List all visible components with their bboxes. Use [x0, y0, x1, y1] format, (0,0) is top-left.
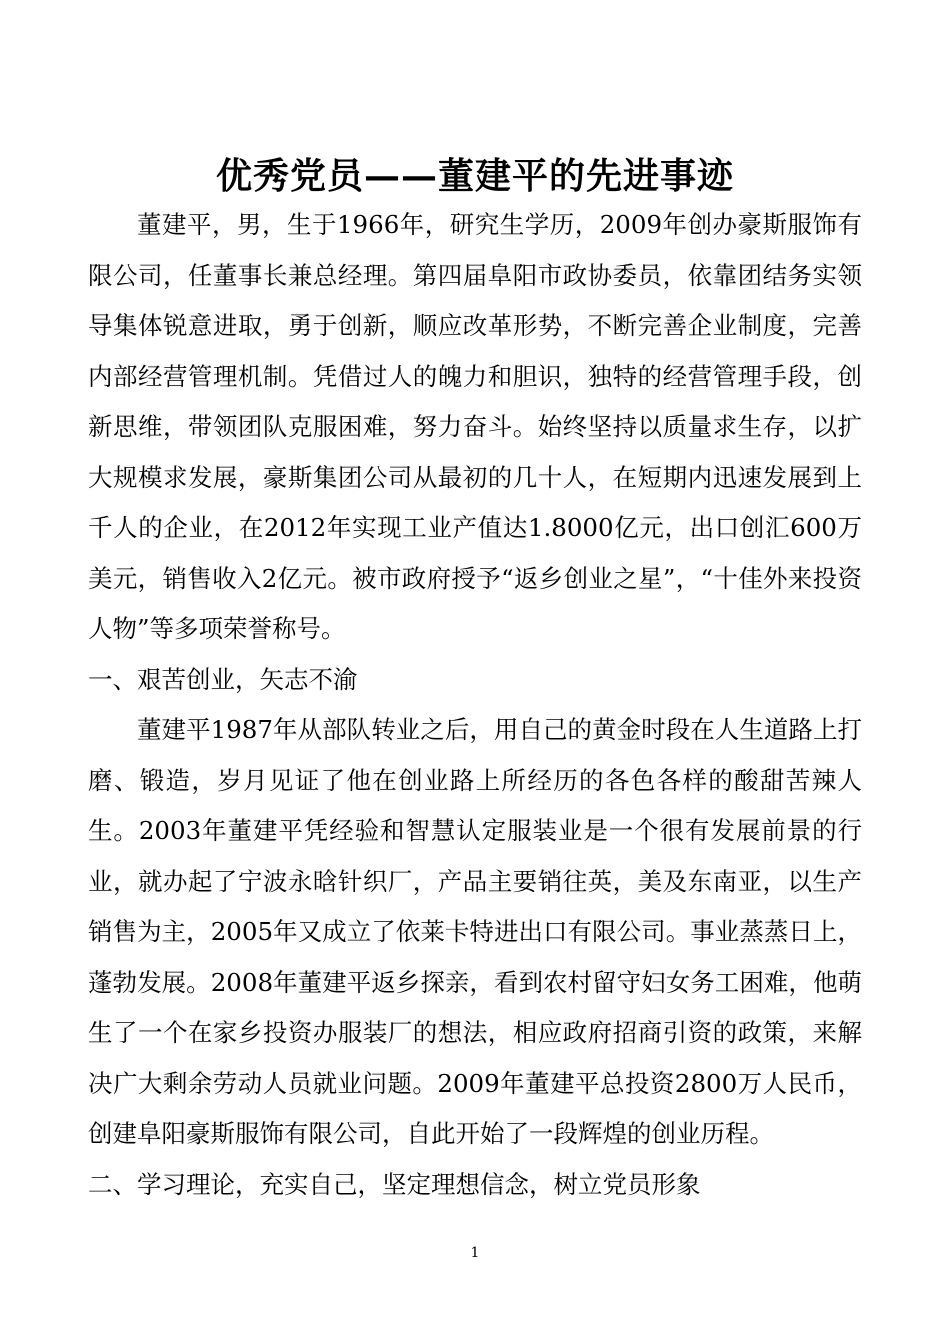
page-number: 1 [470, 1245, 480, 1261]
section-heading-2: 二、学习理论，充实自己，坚定理想信念，树立党员形象 [88, 1169, 701, 1199]
section-heading-1: 一、艰苦创业，矢志不渝 [88, 664, 358, 694]
document-title: 优秀党员——董建平的先进事迹 [215, 155, 734, 198]
intro-paragraph: 董建平，男，生于1966年，研究生学历，2009年创办豪斯服饰有限公司，任董事长兼总经理。第四届阜阳市政协委员，依靠团结务实领导集体锐意进取，勇于创新，顺应改革形势，不断完善企业制度，完善内部经营管理机制。凭借过人的魄力和胆识，独特的经营管理手段，创新思维，带领团队克服困难，努力奋斗。始终坚持以质量求生存，以扩大规模求发展，豪斯集团公司从最初的几十人，在短期内迅速发展到上千人的企业，在2012年实现工业产值达1.8000亿元，出口创汇600万美元，销售收入2亿元。被市政府授予“返乡创业之星”，“十佳外来投资人物”等多项荣誉称号。 [88, 210, 862, 643]
section-1-paragraph: 董建平1987年从部队转业之后，用自己的黄金时段在人生道路上打磨、锻造，岁月见证了他在创业路上所经历的各色各样的酸甜苦辣人生。2003年董建平凭经验和智慧认定服装业是一个很有发展前景的行业，就办起了宁波永晗针织厂，产品主要销往英，美及东南亚，以生产销售为主，2005年又成立了依莱卡特进出口有限公司。事业蒸蒸日上，蓬勃发展。2008年董建平返乡探亲，看到农村留守妇女务工困难，他萌生了一个在家乡投资办服装厂的想法，相应政府招商引资的政策，来解决广大剩余劳动人员就业问题。2009年董建平总投资2800万人民币，创建阜阳豪斯服饰有限公司，自此开始了一段辉煌的创业历程。 [88, 715, 862, 1148]
document-body [88, 200, 862, 1210]
